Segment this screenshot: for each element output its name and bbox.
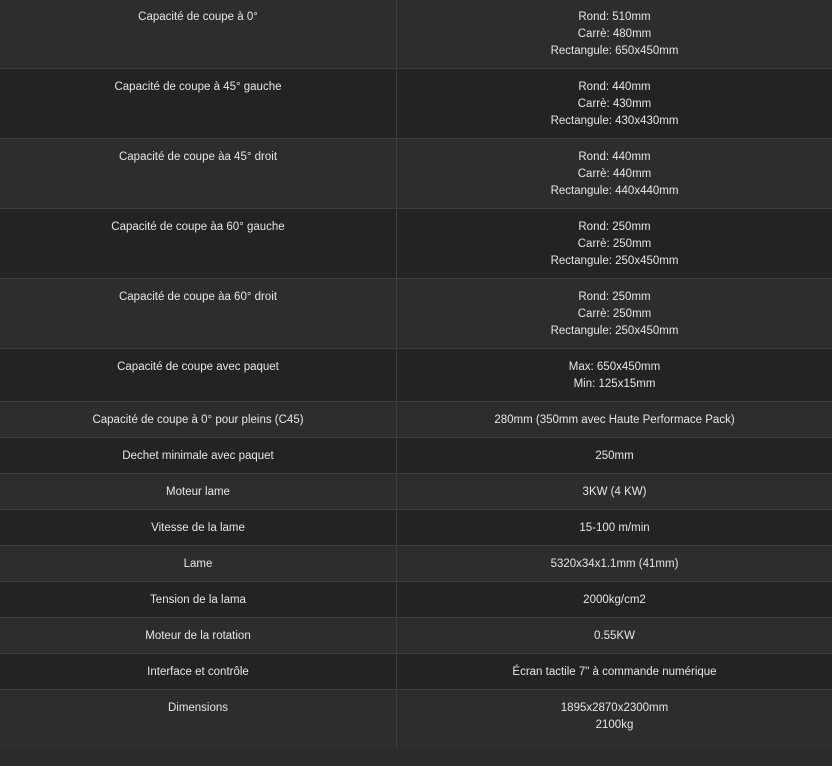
spec-value bbox=[397, 69, 832, 139]
spec-label: Tension de la lama bbox=[0, 582, 397, 618]
spec-value bbox=[397, 279, 832, 349]
spec-value: 280mm (350mm avec Haute Performace Pack) bbox=[397, 402, 832, 438]
table-row bbox=[0, 690, 832, 749]
spec-value-line: Carrè: 430mm bbox=[577, 98, 652, 110]
spec-label: Capacité de coupe à 45° gauche bbox=[0, 69, 397, 139]
spec-value: Écran tactile 7" à commande numérique bbox=[397, 654, 832, 690]
spec-value: 15-100 m/min bbox=[397, 510, 832, 546]
spec-label: Capacité de coupe àa 60° droit bbox=[0, 279, 397, 349]
spec-value: 5320x34x1.1mm (41mm) bbox=[397, 546, 832, 582]
spec-label: Moteur de la rotation bbox=[0, 618, 397, 654]
spec-label: Capacité de coupe à 0° bbox=[0, 0, 397, 69]
spec-value-line: Rectangule: 430x430mm bbox=[550, 115, 679, 127]
spec-value-line: Rond: 440mm bbox=[578, 151, 651, 163]
spec-label: Dimensions bbox=[0, 690, 397, 749]
table-row bbox=[0, 69, 832, 139]
spec-value-line: Rond: 440mm bbox=[578, 81, 651, 93]
spec-value-line: Carrè: 480mm bbox=[577, 28, 652, 40]
spec-value-line: Carrè: 440mm bbox=[577, 168, 652, 180]
spec-value-line: Rectangule: 650x450mm bbox=[550, 45, 679, 57]
spec-value-line: Carrè: 250mm bbox=[577, 238, 652, 250]
spec-label: Vitesse de la lame bbox=[0, 510, 397, 546]
spec-value: 0.55KW bbox=[397, 618, 832, 654]
table-row bbox=[0, 582, 832, 618]
table-row bbox=[0, 279, 832, 349]
spec-value-line: Rond: 250mm bbox=[578, 291, 651, 303]
table-row bbox=[0, 139, 832, 209]
spec-value bbox=[397, 349, 832, 402]
spec-value-line: Rectangule: 250x450mm bbox=[550, 255, 679, 267]
table-row bbox=[0, 349, 832, 402]
spec-value-line: 1895x2870x2300mm bbox=[560, 702, 669, 714]
spec-value bbox=[397, 690, 832, 749]
spec-label: Capacité de coupe àa 60° gauche bbox=[0, 209, 397, 279]
spec-value-line: Rond: 510mm bbox=[578, 11, 651, 23]
spec-value bbox=[397, 0, 832, 69]
spec-label: Interface et contrôle bbox=[0, 654, 397, 690]
table-row bbox=[0, 402, 832, 438]
spec-label: Capacité de coupe à 0° pour pleins (C45) bbox=[0, 402, 397, 438]
spec-value-line: Rond: 250mm bbox=[578, 221, 651, 233]
table-row bbox=[0, 510, 832, 546]
table-row bbox=[0, 474, 832, 510]
spec-value: 2000kg/cm2 bbox=[397, 582, 832, 618]
spec-value-line: Rectangule: 250x450mm bbox=[550, 325, 679, 337]
table-row bbox=[0, 438, 832, 474]
spec-value-line: Min: 125x15mm bbox=[573, 378, 656, 390]
spec-value: 3KW (4 KW) bbox=[397, 474, 832, 510]
spec-value bbox=[397, 209, 832, 279]
table-row bbox=[0, 546, 832, 582]
spec-label: Lame bbox=[0, 546, 397, 582]
spec-value-line: 2100kg bbox=[595, 719, 634, 731]
spec-value: 250mm bbox=[397, 438, 832, 474]
spec-value-line: Rectangule: 440x440mm bbox=[550, 185, 679, 197]
table-row bbox=[0, 654, 832, 690]
table-row bbox=[0, 0, 832, 69]
spec-value-line: Carrè: 250mm bbox=[577, 308, 652, 320]
spec-label: Dechet minimale avec paquet bbox=[0, 438, 397, 474]
spec-label: Moteur lame bbox=[0, 474, 397, 510]
spec-label: Capacité de coupe avec paquet bbox=[0, 349, 397, 402]
table-row bbox=[0, 209, 832, 279]
spec-value-line: Max: 650x450mm bbox=[568, 361, 661, 373]
table-row bbox=[0, 618, 832, 654]
spec-label: Capacité de coupe àa 45° droit bbox=[0, 139, 397, 209]
spec-value bbox=[397, 139, 832, 209]
